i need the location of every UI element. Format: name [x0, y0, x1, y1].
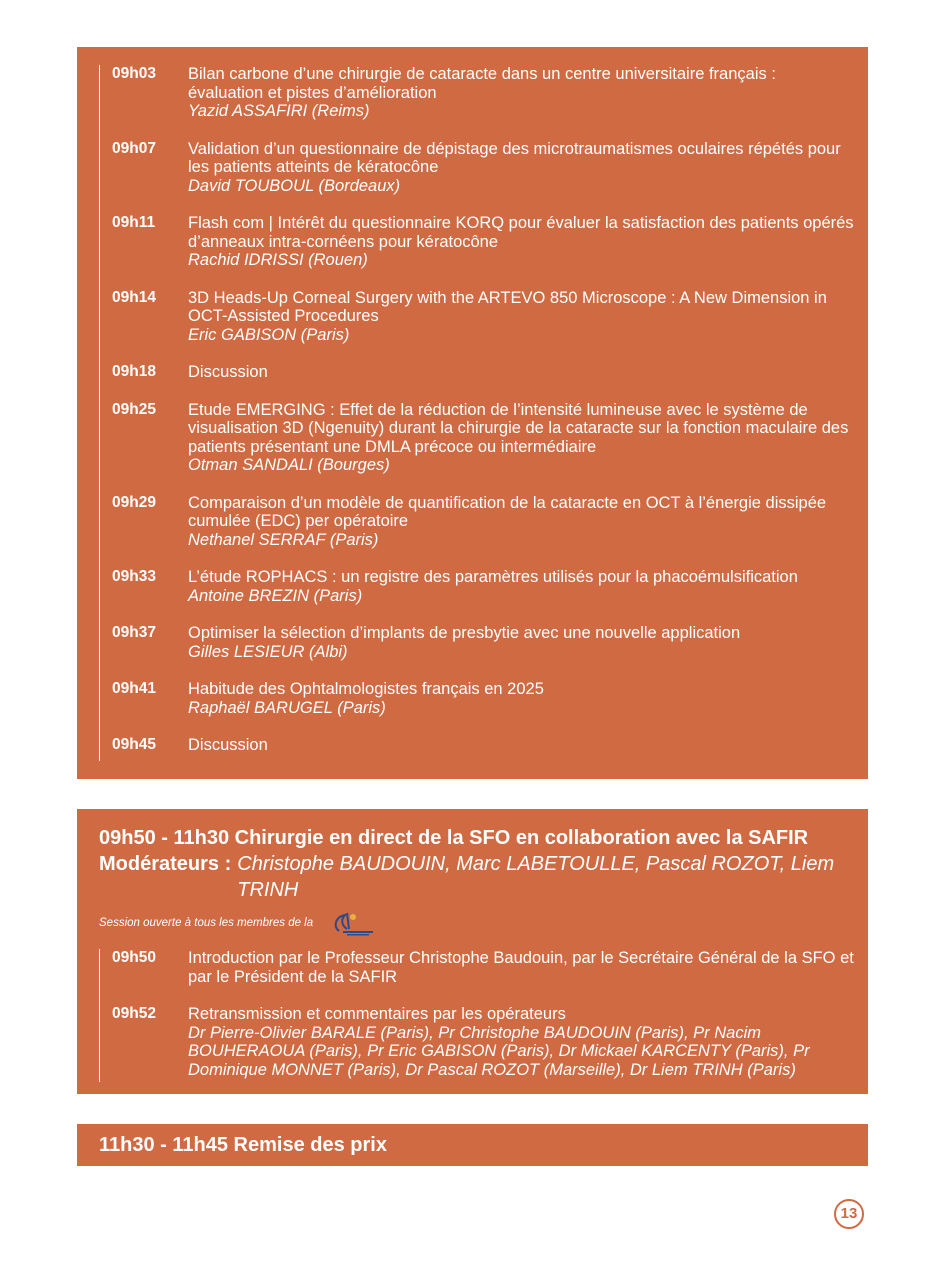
item-body [188, 65, 854, 121]
item-speaker: Raphaël BARUGEL (Paris) [188, 698, 386, 717]
program-item [112, 401, 854, 475]
item-speaker: Rachid IDRISSI (Rouen) [188, 251, 368, 269]
awards-bar [77, 1124, 868, 1166]
item-time: 09h03 [112, 65, 156, 82]
item-time: 09h37 [112, 624, 156, 641]
item-time: 09h14 [112, 288, 156, 306]
program-block [77, 47, 868, 779]
session-title: 09h50 - 11h30 Chirurgie en direct de la SFO en collaboration avec la SAFIR [99, 827, 809, 849]
item-body [188, 680, 854, 717]
item-speaker: David TOUBOUL (Bordeaux) [188, 176, 401, 195]
program-item [112, 214, 854, 270]
item-time: 09h33 [112, 568, 156, 585]
item-body [188, 568, 854, 605]
item-title: Validation d’un questionnaire de dépistage des microtraumatismes oculaires répétés pour les patients atteints de kératocône [188, 139, 841, 176]
item-body [188, 140, 854, 196]
item-speaker: Antoine BREZIN (Paris) [188, 586, 363, 605]
program-item [112, 494, 854, 550]
item-title: Flash com | Intérêt du questionnaire KORQ pour évaluer la satisfaction des patients opérés d’anneaux intra-cornéens pour kératocône [188, 214, 854, 251]
moderators-row [99, 851, 858, 903]
item-title: L’étude ROPHACS : un registre des paramètres utilisés pour la phacoémulsification [188, 568, 798, 586]
item-speaker: Yazid ASSAFIRI (Reims) [188, 102, 370, 120]
moderators-names: Christophe BAUDOUIN, Marc LABETOULLE, Pascal ROZOT, Liem TRINH [237, 853, 835, 901]
program-item [112, 680, 854, 717]
item-speaker: Otman SANDALI (Bourges) [188, 456, 390, 474]
item-time: 09h11 [112, 214, 156, 231]
item-body [188, 736, 854, 755]
item-title: Comparaison d’un modèle de quantification de la cataracte en OCT à l’énergie dissipée cumulée (EDC) per opératoire [188, 493, 827, 530]
item-time: 09h50 [112, 949, 156, 966]
item-time: 09h18 [112, 363, 156, 380]
safir-logo-icon [329, 909, 377, 937]
item-body [188, 214, 854, 270]
program-item [112, 624, 854, 661]
program-item [112, 568, 854, 605]
item-speaker: Nethanel SERRAF (Paris) [188, 530, 379, 549]
item-title: Etude EMERGING : Effet de la réduction de l’intensité lumineuse avec le système de visualisation 3D (Ngenuity) durant la chirurgie de la cataracte sur la fonction maculaire des patients présentant une DMLA précoce ou intermédiaire [188, 400, 849, 456]
item-time: 09h41 [112, 680, 156, 697]
item-body [188, 289, 854, 345]
item-title: Optimiser la sélection d’implants de presbytie avec une nouvelle application [188, 624, 741, 642]
item-title: Discussion [188, 363, 268, 381]
session-header [99, 825, 858, 937]
item-title: Discussion [188, 736, 268, 754]
item-body [188, 401, 854, 475]
item-speaker: Dr Pierre-Olivier BARALE (Paris), Pr Christophe BAUDOUIN (Paris), Pr Nacim BOUHERAOUA (Paris), Pr Eric GABISON (Paris), Dr Mickael KARCENTY (Paris), Pr Dominique MONNET (Paris), Dr Pascal ROZOT (Marseille), Dr Liem TRINH (Paris) [188, 1023, 810, 1079]
open-session-text: Session ouverte à tous les membres de la [99, 917, 314, 929]
item-speaker: Gilles LESIEUR (Albi) [188, 642, 348, 661]
program-item [112, 949, 854, 986]
program-list [99, 65, 854, 761]
item-title: Retransmission et commentaires par les opérateurs [188, 1005, 566, 1023]
item-body [188, 624, 854, 661]
open-session-note [99, 909, 858, 937]
item-title: Bilan carbone d’une chirurgie de cataracte dans un centre universitaire français : évaluation et pistes d’amélioration [188, 65, 776, 102]
item-title: Habitude des Ophtalmologistes français en 2025 [188, 680, 544, 698]
program-item [112, 140, 854, 196]
page-number: 13 [834, 1199, 864, 1229]
live-surgery-session [77, 809, 868, 1094]
program-item [112, 1005, 854, 1079]
moderators-label: Modérateurs : [99, 853, 232, 875]
item-speaker: Eric GABISON (Paris) [188, 325, 350, 344]
item-title: Introduction par le Professeur Christophe Baudouin, par le Secrétaire Général de la SFO et par le Président de la SAFIR [188, 949, 854, 986]
item-time: 09h45 [112, 736, 156, 753]
item-title: 3D Heads-Up Corneal Surgery with the ARTEVO 850 Microscope : A New Dimension in OCT-Assisted Procedures [188, 288, 827, 325]
session-list [99, 949, 854, 1082]
item-body [188, 1005, 854, 1079]
item-time: 09h07 [112, 139, 156, 157]
item-body [188, 494, 854, 550]
program-item [112, 289, 854, 345]
item-body [188, 949, 854, 986]
program-item [112, 363, 854, 382]
program-item [112, 736, 854, 755]
item-body [188, 363, 854, 382]
awards-title: 11h30 - 11h45 Remise des prix [99, 1134, 387, 1156]
item-time: 09h25 [112, 400, 156, 418]
item-time: 09h29 [112, 493, 156, 511]
program-item [112, 65, 854, 121]
item-time: 09h52 [112, 1005, 156, 1022]
